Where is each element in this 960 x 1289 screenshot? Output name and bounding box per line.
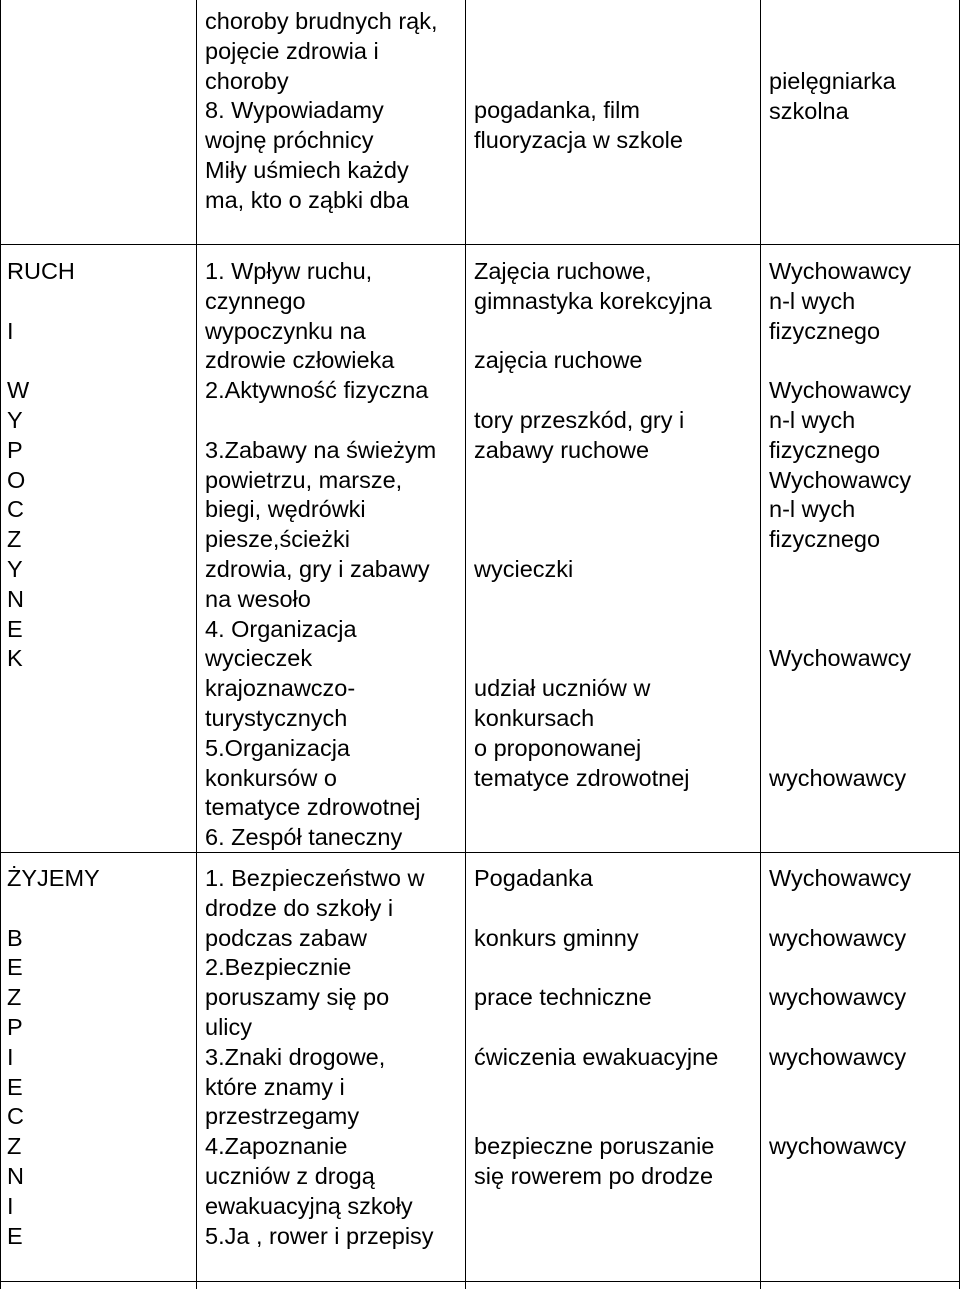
topic-line: na wesoło	[205, 585, 311, 612]
responsible-line: wychowawcy	[769, 984, 907, 1011]
responsible-line: n-l wych	[769, 287, 856, 314]
topic-line: choroby	[205, 67, 289, 94]
responsible-line: fizycznego	[769, 317, 881, 344]
category-letter: Y	[7, 555, 23, 582]
method-line: bezpieczne poruszanie	[474, 1133, 715, 1160]
topic-line: 6. Zespół taneczny	[205, 824, 403, 851]
method-line: Zajęcia ruchowe,	[474, 258, 652, 284]
category-letter: I	[7, 1192, 14, 1219]
topic-line: 5.Ja , rower i przepisy	[205, 1222, 434, 1249]
category-letter: N	[7, 1162, 24, 1189]
category-label: ŻYJEMY	[7, 865, 100, 891]
method-line: tematyce zdrowotnej	[474, 764, 690, 791]
topic-line: ulicy	[205, 1013, 253, 1040]
topics-cell	[205, 7, 438, 216]
topic-line: pojęcie zdrowia i	[205, 37, 379, 64]
responsible-line: Wychowawcy	[769, 377, 912, 404]
topic-line: choroby brudnych rąk,	[205, 8, 438, 34]
responsible-line: Wychowawcy	[769, 645, 912, 672]
category-letter: O	[7, 466, 26, 493]
topic-line: 5.Organizacja	[205, 734, 350, 761]
category-cell	[7, 864, 100, 1251]
methods-cell	[474, 257, 712, 793]
category-label: RUCH	[7, 258, 75, 284]
method-line: Pogadanka	[474, 865, 593, 891]
method-line: gimnastyka korekcyjna	[474, 287, 712, 314]
category-letter: I	[7, 317, 14, 344]
method-line: ćwiczenia ewakuacyjne	[474, 1043, 719, 1070]
topic-line: przestrzegamy	[205, 1103, 360, 1130]
responsible-line: szkolna	[769, 97, 849, 124]
row-divider	[0, 244, 960, 245]
methods-cell	[474, 864, 718, 1192]
responsible-line: Wychowawcy	[769, 466, 912, 493]
topic-line: uczniów z drogą	[205, 1162, 375, 1189]
topic-line: 4.Zapoznanie	[205, 1133, 348, 1160]
responsible-line: fizycznego	[769, 436, 881, 463]
method-line: konkurs gminny	[474, 924, 639, 951]
category-letter: Z	[7, 526, 22, 553]
topic-line: 8. Wypowiadamy	[205, 97, 384, 124]
topics-cell	[205, 864, 434, 1251]
category-letter: P	[7, 1013, 23, 1040]
responsible-cell	[769, 864, 911, 1162]
method-line: wycieczki	[474, 555, 574, 582]
category-letter: C	[7, 496, 24, 523]
topic-line: poruszamy się po	[205, 984, 390, 1011]
column-divider	[465, 0, 466, 1289]
topic-line: które znamy i	[205, 1073, 345, 1100]
topic-line: 1. Wpływ ruchu,	[205, 258, 373, 284]
method-line: prace techniczne	[474, 984, 652, 1011]
method-line: zajęcia ruchowe	[474, 347, 643, 374]
category-letter: P	[7, 436, 23, 463]
responsible-line: wychowawcy	[769, 1133, 907, 1160]
responsible-cell	[769, 257, 911, 793]
responsible-line: Wychowawcy	[769, 258, 912, 284]
category-letter: K	[7, 645, 23, 672]
method-line: konkursach	[474, 704, 595, 731]
responsible-line: wychowawcy	[769, 924, 907, 951]
category-letter: E	[7, 1073, 23, 1100]
responsible-cell	[769, 67, 896, 127]
category-letter: E	[7, 615, 23, 642]
category-letter: Z	[7, 1133, 22, 1160]
row-divider	[0, 852, 960, 853]
topics-cell	[205, 257, 436, 853]
method-line: udział uczniów w	[474, 675, 651, 702]
column-divider	[760, 0, 761, 1289]
method-line: fluoryzacja w szkole	[474, 126, 683, 153]
topic-line: biegi, wędrówki	[205, 496, 366, 523]
category-letter: Y	[7, 406, 23, 433]
topic-line: krajoznawczo-	[205, 675, 356, 702]
topic-line: wojnę próchnicy	[205, 127, 374, 154]
topic-line: czynnego	[205, 287, 306, 314]
responsible-line: n-l wych	[769, 406, 856, 433]
topic-line: 4. Organizacja	[205, 615, 357, 642]
column-divider	[0, 0, 1, 1289]
responsible-line: pielęgniarka	[769, 68, 896, 94]
topic-line: wycieczek	[205, 645, 313, 672]
topic-line: 3.Znaki drogowe,	[205, 1043, 386, 1070]
responsible-line: Wychowawcy	[769, 865, 912, 891]
topic-line: 3.Zabawy na świeżym	[205, 436, 437, 463]
category-letter: E	[7, 1222, 23, 1249]
category-letter: B	[7, 924, 23, 951]
topic-line: powietrzu, marsze,	[205, 466, 403, 493]
category-letter: N	[7, 585, 24, 612]
responsible-line: n-l wych	[769, 496, 856, 523]
topic-line: ewakuacyjną szkoły	[205, 1192, 413, 1219]
method-line: się rowerem po drodze	[474, 1162, 714, 1189]
responsible-line: wychowawcy	[769, 764, 907, 791]
method-line: pogadanka, film	[474, 97, 640, 123]
topic-line: wypoczynku na	[205, 317, 366, 344]
topic-line: drodze do szkoły i	[205, 894, 394, 921]
topic-line: tematyce zdrowotnej	[205, 794, 421, 821]
topic-line: 2.Aktywność fizyczna	[205, 377, 429, 404]
topic-line: podczas zabaw	[205, 924, 367, 951]
methods-cell	[474, 96, 683, 156]
topic-line: turystycznych	[205, 704, 348, 731]
topic-line: zdrowie człowieka	[205, 347, 395, 374]
row-divider	[0, 1281, 960, 1282]
topic-line: zdrowia, gry i zabawy	[205, 555, 430, 582]
topic-line: Miły uśmiech każdy	[205, 156, 409, 183]
responsible-line: fizycznego	[769, 526, 881, 553]
category-cell	[7, 257, 75, 674]
topic-line: 1. Bezpieczeństwo w	[205, 865, 425, 891]
responsible-line: wychowawcy	[769, 1043, 907, 1070]
topic-line: konkursów o	[205, 764, 337, 791]
method-line: tory przeszkód, gry i	[474, 406, 685, 433]
category-letter: Z	[7, 984, 22, 1011]
column-divider	[196, 0, 197, 1289]
topic-line: ma, kto o ząbki dba	[205, 186, 409, 213]
category-letter: C	[7, 1103, 24, 1130]
category-letter: I	[7, 1043, 14, 1070]
method-line: zabawy ruchowe	[474, 436, 650, 463]
method-line: o proponowanej	[474, 734, 642, 761]
category-letter: W	[7, 377, 30, 404]
topic-line: piesze,ścieżki	[205, 526, 350, 553]
category-letter: E	[7, 954, 23, 981]
topic-line: 2.Bezpiecznie	[205, 954, 352, 981]
